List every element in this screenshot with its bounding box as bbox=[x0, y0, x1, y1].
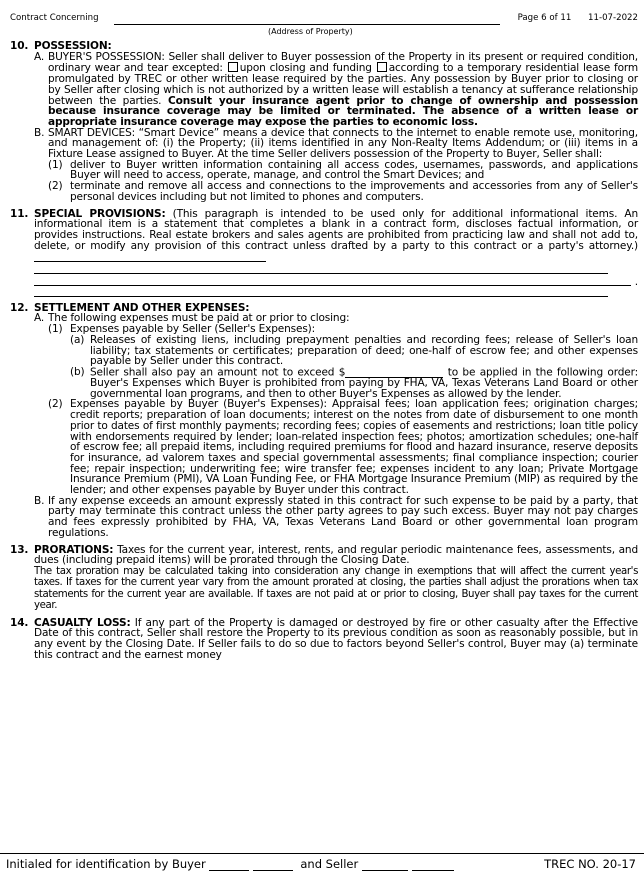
section-number: 14. bbox=[10, 616, 29, 629]
form-date: 11-07-2022 bbox=[588, 13, 638, 23]
contract-body bbox=[10, 41, 638, 660]
item-text: Releases of existing liens, including prepayment penalties and recording fees; release of Seller's loan liability; tax statements or certificates; preparation of deed; one-half of escrow fee; and other expenses payable by Seller under this contract. bbox=[90, 333, 638, 368]
section-10-possession bbox=[10, 41, 638, 203]
section-number: 11. bbox=[10, 207, 29, 220]
item-text: to be applied in the following order: Buyer's Expenses which Buyer is prohibited from paying by FHA, VA, Texas Veterans Land Board or other governmental loan programs, and then to other Buyer's Expenses as allowed by the lender. bbox=[90, 366, 638, 400]
special-provisions-line[interactable] bbox=[34, 288, 608, 297]
subsection-text: If any expense exceeds an amount expressly stated in this contract for such expense to be paid by a party, that party may terminate this contract unless the other party agrees to pay such excess. Buyer may not pay charges and fees expressly prohibited by FHA, VA, Texas Veterans Land Board or other governmental loan program regulations. bbox=[48, 494, 638, 539]
seller-initial-2[interactable] bbox=[412, 858, 454, 871]
section-11-special-provisions bbox=[10, 209, 638, 297]
subsection-title: BUYER'S POSSESSION: bbox=[48, 50, 165, 63]
item-text: Expenses payable by Buyer (Buyer's Expenses): Appraisal fees; loan application fees; origination charges; credit reports; preparation of loan documents; interest on the notes from date of disbursement to one month prior to dates of first monthly payments; recording fees; copies of easements and restrictions; loan title policy with endorsements required by lender; loan-related inspection fees; photos; amortization schedules; one-half of escrow fee; all prepaid items, including required premiums for flood and hazard insurance, reserve deposits for insurance, ad valorem taxes and special governmental assessments; final compliance inspection; courier fee; repair inspection; underwriting fee; wire transfer fee; expenses incident to any loan; Private Mortgage Insurance Premium (PMI), VA Loan Funding Fee, or FHA Mortgage Insurance Premium (MIP) as required by the lender; and other expenses payable by Buyer under this contract. bbox=[70, 398, 638, 497]
prorations-text: Taxes for the current year, interest, rents, and regular periodic maintenance fees, assessments, and dues (including prepaid items) will be prorated through the Closing Date. bbox=[34, 543, 639, 567]
item-label: (2) bbox=[48, 180, 63, 193]
subsection-12a bbox=[10, 313, 638, 495]
subsection-label: B. bbox=[34, 126, 45, 139]
initialed-label: Initialed for identification by Buyer bbox=[6, 857, 206, 871]
section-14-casualty-loss bbox=[10, 618, 638, 661]
item-label: (b) bbox=[70, 365, 85, 378]
smart-devices-text: SMART DEVICES: “Smart Device” means a device that connects to the internet to enable remote use, monitoring, and management of: (i) the Property; (ii) items identified in any Non-Realty Items Addendum; or (iii) items in a Fixture Lease assigned to Buyer. At the time Seller delivers possession of the Property to Buyer, Seller shall: bbox=[48, 126, 638, 161]
item-text: Seller shall also pay an amount not to exceed $ bbox=[90, 366, 346, 379]
buyer-initial-1[interactable] bbox=[209, 858, 249, 871]
end-period: . bbox=[634, 276, 638, 289]
section-title: POSSESSION: bbox=[34, 40, 112, 52]
page-info bbox=[504, 13, 638, 23]
special-provisions-line[interactable] bbox=[34, 274, 631, 286]
trec-number: TREC NO. 20-17 bbox=[544, 857, 636, 871]
tax-proration-text: The tax proration may be calculated taking into consideration any change in exemptions that will affect the current year's taxes. If taxes for the current year vary from the amount prorated at closing, the parties shall adjust the prorations when tax statements for the current year are available. If taxes are not paid at or prior to closing, Buyer shall pay taxes for the current year. bbox=[34, 565, 638, 612]
subsection-label: A. bbox=[34, 312, 45, 325]
subsection-label: A. bbox=[34, 50, 45, 63]
section-title: CASUALTY LOSS: bbox=[34, 616, 131, 629]
section-13-prorations bbox=[10, 545, 638, 612]
insurance-warning: Consult your insurance agent prior to change of ownership and possession because insurance coverage may be limited or terminated. The absence of a written lease or appropriate insurance coverage may expose the parties to economic loss. bbox=[48, 94, 638, 128]
subsection-12b bbox=[10, 496, 638, 539]
section-number: 12. bbox=[10, 301, 29, 314]
seller-expenses bbox=[48, 324, 638, 399]
special-provisions-line[interactable] bbox=[34, 262, 608, 274]
smart-devices-item-1 bbox=[48, 160, 638, 181]
subsection-label: B. bbox=[34, 494, 45, 507]
possession-text: Seller shall deliver to Buyer possession of the Property in its present or required condition, ordinary wear and tear excepted: bbox=[48, 50, 639, 75]
temporary-lease-checkbox[interactable] bbox=[377, 62, 387, 72]
item-text: deliver to Buyer written information containing all access codes, usernames, passwords, and applications Buyer will need to access, operate, manage, and control the Smart Devices; and bbox=[70, 158, 638, 182]
item-label: (a) bbox=[70, 333, 85, 346]
section-12-settlement bbox=[10, 303, 638, 539]
seller-initial-1[interactable] bbox=[362, 858, 408, 871]
section-number: 10. bbox=[10, 40, 29, 52]
special-provisions-text: (This paragraph is intended to be used only for additional informational items. An informational item is a statement that completes a blank in a contract form, discloses factual information, or provides instructions. Real estate brokers and sales agents are prohibited from practicing law and shall not add to, delete, or modify any provision of this contract unless drafted by a party to this contract or a party's attorney.) bbox=[34, 207, 638, 252]
smart-devices-item-2 bbox=[48, 181, 638, 202]
item-label: (2) bbox=[48, 398, 63, 411]
closing-funding-checkbox[interactable] bbox=[228, 62, 238, 72]
and-seller-label: and Seller bbox=[300, 857, 359, 871]
seller-expenses-b bbox=[70, 367, 638, 399]
closing-funding-label: upon closing and funding bbox=[239, 62, 372, 75]
subsection-text: The following expenses must be paid at or prior to closing: bbox=[48, 312, 350, 325]
section-title: SPECIAL PROVISIONS: bbox=[34, 207, 166, 220]
section-title: PRORATIONS: bbox=[34, 543, 114, 556]
casualty-loss-text: If any part of the Property is damaged or destroyed by fire or other casualty after the Effective Date of this contract, Seller shall restore the Property to its previous condition as soon as reasonably possible, but in any event by the Closing Date. If Seller fails to do so due to factors beyond Seller's control, Buyer may (a) terminate this contract and the earnest money bbox=[34, 616, 638, 661]
contract-concerning-label: Contract Concerning bbox=[10, 13, 99, 23]
property-address-field[interactable] bbox=[114, 24, 500, 25]
page-footer bbox=[0, 853, 644, 876]
special-provisions-field[interactable] bbox=[34, 261, 266, 262]
item-label: (1) bbox=[48, 323, 63, 336]
section-title: SETTLEMENT AND OTHER EXPENSES: bbox=[34, 301, 250, 314]
section-number: 13. bbox=[10, 543, 29, 556]
seller-expenses-a bbox=[70, 335, 638, 367]
subsection-10b bbox=[10, 128, 638, 203]
temporary-lease-text: according to a temporary residential lease form promulgated by TREC or other written lease required by the parties. Any possession by Buyer prior to closing or by Seller after closing which is not authorized by a written lease will establish a tenancy at sufferance relationship between the parties. bbox=[48, 62, 639, 107]
buyer-initial-2[interactable] bbox=[253, 858, 293, 871]
subsection-10a bbox=[10, 52, 638, 128]
item-text: Expenses payable by Seller (Seller's Expenses): bbox=[70, 323, 316, 336]
item-text: terminate and remove all access and connections to the improvements and accessories from any of Seller's personal devices including but not limited to phones and computers. bbox=[70, 180, 638, 203]
page-number: Page 6 of 11 bbox=[517, 13, 572, 23]
address-caption: (Address of Property) bbox=[268, 27, 353, 36]
item-label: (1) bbox=[48, 158, 63, 171]
buyer-expenses bbox=[48, 399, 638, 495]
